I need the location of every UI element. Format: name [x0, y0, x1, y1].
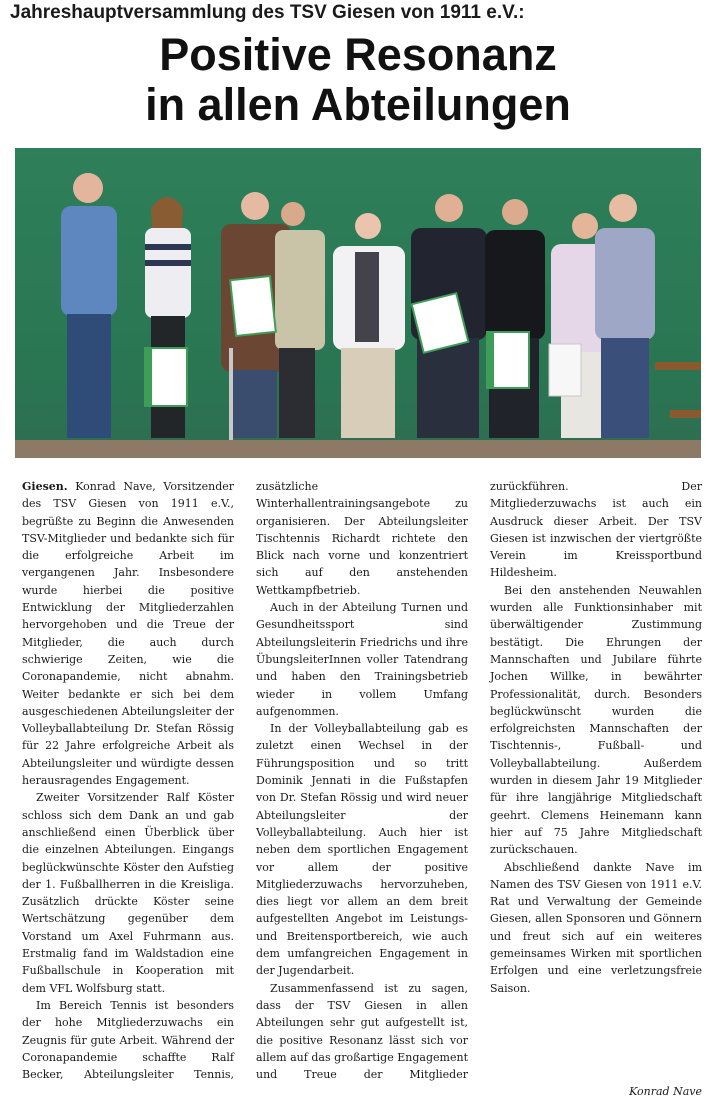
- article-paragraph: Zusammenfassend ist zu sagen, dass der TSV Giesen in allen Abteilungen sehr gut aufgestellt ist, die positive Resonanz lässt sich vor allem auf das großartige Engagement und Treue der Mitglieder zurückführen. Der Mitgliederzuwachs ist auch ein Ausdruck dieser Arbeit. Der TSV Giesen ist inzwischen der viertgrößte Verein im Kreissportbund Hildesheim.: [256, 480, 702, 1082]
- article-paragraph: [22, 478, 234, 789]
- article-paragraph: In der Volleyballabteilung gab es zuletzt einen Wechsel in der Führungsposition und so tritt Dominik Jennati in die Fußstapfen von Dr. Stefan Rössig und wird neuer Abteilungsleiter der Volleyballabteilung. Auch hier ist neben dem sportlichen Engagement vor allem der positive Mitgliederzuwachs hervorzuheben, dies liegt vor allem an dem breit aufgestellten Angebot im Leistungs- und Breitensportbereich, wie auch dem umfangreichen Engagement in der Jugendarbeit.: [256, 722, 468, 978]
- article-paragraph: Auch in der Abteilung Turnen und Gesundheitssport sind Abteilungsleiterin Friedrichs und ihre ÜbungsleiterInnen voller Tatendrang und haben den Trainingsbetrieb wieder in vollem Umfang aufgenommen.: [256, 601, 468, 718]
- paragraph-text: Konrad Nave, Vorsitzender des TSV Giesen von 1911 e.V., begrüßte zu Beginn die Anwesenden TSV-Mitglieder und bedankte sich für die erfolgreiche Arbeit im vergangenen Jahr. Insbesondere wurde hierbei die positive Entwicklung der Mitgliederzahlen hervorgehoben und die Treue der Mitglieder, die auch durch schwierige Zeiten, wie die Coronapandemie, nicht abnahm. Weiter bedankte er sich bei dem ausgeschiedenen Abteilungsleiter der Volleyballabteilung Dr. Stefan Rössig für 22 Jahre erfolgreiche Arbeit als Abteilungsleiter und würdigte dessen herausragendes Engagement.: [22, 480, 234, 788]
- article-body: [22, 478, 702, 1096]
- article-paragraph: Abschließend dankte Nave im Namen des TSV Giesen von 1911 e.V. Rat und Verwaltung der Gemeinde Giesen, allen Sponsoren und Gönnern und freut sich auf ein weiteres gemeinsames Wirken mit sportlichen Erfolgen und eine verletzungsfreie Saison.: [490, 860, 702, 995]
- certificate-1: [145, 348, 187, 406]
- group-photo-illustration: [15, 148, 701, 458]
- certificate-4: [487, 332, 529, 388]
- article-paragraph: Zweiter Vorsitzender Ralf Köster schloss sich dem Dank an und gab anschließend einen Überblick über die einzelnen Abteilungen. Eingangs beglückwünschte Köster den Aufstieg der 1. Fußballherren in die Kreisliga. Zusätzlich drückte Köster seine Wertschätzung gegenüber dem Vorstand um Axel Fuhrmann aus. Erstmalig fand im Waldstadion eine Fußballschule in Kooperation mit dem VFL Wolfsburg statt.: [22, 791, 234, 995]
- headline: [0, 30, 716, 130]
- headline-line-2: in allen Abteilungen: [145, 79, 571, 130]
- certificate-2: [230, 276, 276, 336]
- kicker: Jahreshauptversammlung des TSV Giesen von 1911 e.V.:: [10, 2, 525, 23]
- author-signature: Konrad Nave: [629, 1085, 702, 1098]
- headline-line-1: Positive Resonanz: [159, 29, 557, 80]
- group-photo: [15, 148, 701, 458]
- article-paragraph: Bei den anstehenden Neuwahlen wurden alle Funktionsinhaber mit überwältigender Zustimmung bestätigt. Die Ehrungen der Mannschaften und Jubilare führte Jochen Willke, in bewährter Professionalität, durch. Besonders beglückwünscht wurden die erfolgreichsten Mannschaften der Tischtennis-, Fußball- und Volleyballabteilung. Außerdem wurden in diesem Jahr 19 Mitglieder für ihre langjährige Mitgliedschaft geehrt. Clemens Heinemann kann hier auf 75 Jahre Mitgliedschaft zurückschauen.: [490, 583, 702, 857]
- article-paragraph: Im Bereich Tennis ist besonders der hohe Mitgliederzuwachs ein Zeugnis für gute Arbeit. Während der Coronapandemie schaffte Ralf Becker, Abteilungsleiter Tennis, zusätzliche Winterhallentrainingsangebote zu organisieren. Der Abteilungsleiter Tischtennis Richardt richtete den Blick nach vorne und konzentriert sich auf den anstehenden Wettkampfbetrieb.: [22, 480, 468, 1082]
- certificate-5: [549, 344, 581, 396]
- dateline: Giesen.: [22, 480, 68, 493]
